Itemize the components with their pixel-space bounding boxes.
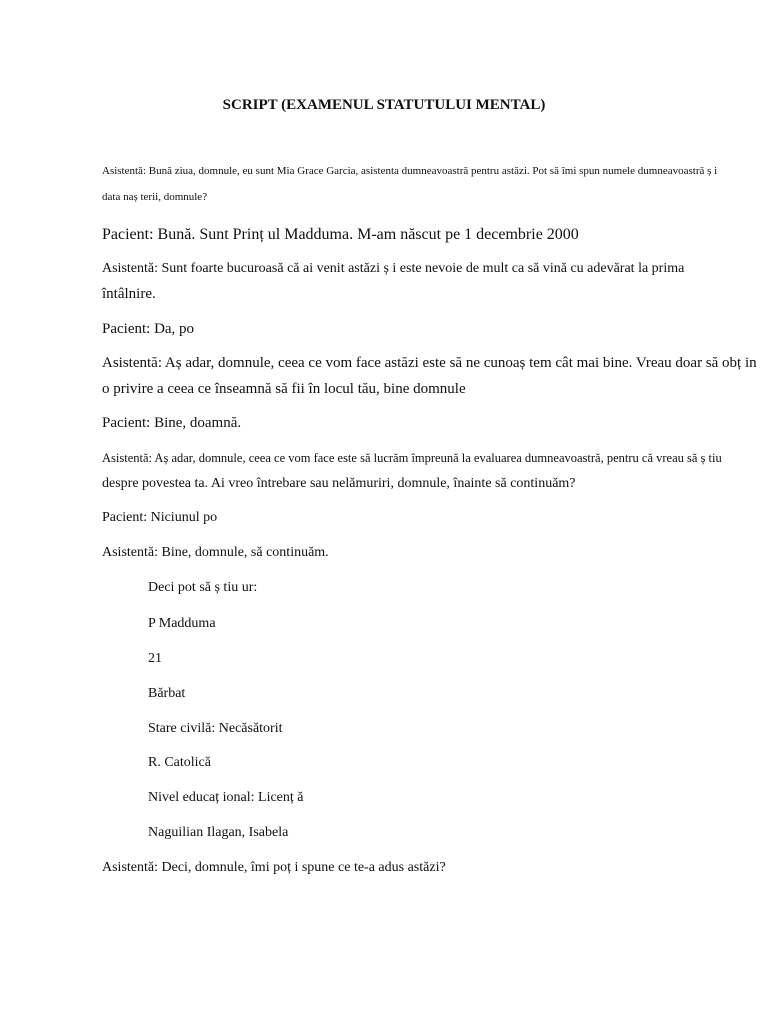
list-item: Stare civilă: Necăsătorit: [148, 721, 283, 736]
paragraph-line: Asistentă: Aș adar, domnule, ceea ce vom face este să lucrăm împreună la evaluarea dumneavoastră, pentru că vreau să ș tiu: [102, 451, 722, 465]
list-item: R. Catolică: [148, 755, 211, 770]
paragraph-line: Asistentă: Bună ziua, domnule, eu sunt Mia Grace Garcia, asistenta dumneavoastră pentru astăzi. Pot să îmi spun numele dumneavoastră ș i: [102, 165, 718, 177]
list-item: Bărbat: [148, 686, 186, 701]
paragraph-line: data naș terii, domnule?: [102, 191, 208, 203]
paragraph-line: întâlnire.: [102, 286, 156, 302]
paragraph-line: Pacient: Niciunul po: [102, 510, 218, 525]
list-item: Nivel educaț ional: Licenț ă: [148, 790, 304, 805]
paragraph-line: Asistentă: Sunt foarte bucuroasă că ai venit astăzi ș i este nevoie de mult ca să vină cu adevărat la prima: [102, 261, 685, 276]
list-item: P Madduma: [148, 616, 216, 631]
paragraph-line: Pacient: Bună. Sunt Prinț ul Madduma. M-am născut pe 1 decembrie 2000: [102, 226, 579, 243]
paragraph-line: Asistentă: Aș adar, domnule, ceea ce vom face astăzi este să ne cunoaș tem cât mai bine. Vreau doar să obț in: [102, 355, 757, 371]
paragraph-line: Pacient: Bine, doamnă.: [102, 415, 242, 431]
list-item: Deci pot să ș tiu ur:: [148, 580, 258, 595]
paragraph-line: despre povestea ta. Ai vreo întrebare sau nelămuriri, domnule, înainte să continuăm?: [102, 476, 576, 491]
list-item: Naguilian Ilagan, Isabela: [148, 825, 289, 840]
paragraph-line: o privire a ceea ce înseamnă să fii în locul tău, bine domnule: [102, 381, 466, 397]
paragraph-line: Pacient: Da, po: [102, 321, 195, 337]
paragraph-line: Asistentă: Bine, domnule, să continuăm.: [102, 545, 329, 560]
list-item: 21: [148, 651, 162, 666]
paragraph-line: Asistentă: Deci, domnule, îmi poț i spune ce te-a adus astăzi?: [102, 860, 446, 875]
document-title: SCRIPT (EXAMENUL STATUTULUI MENTAL): [222, 97, 546, 113]
